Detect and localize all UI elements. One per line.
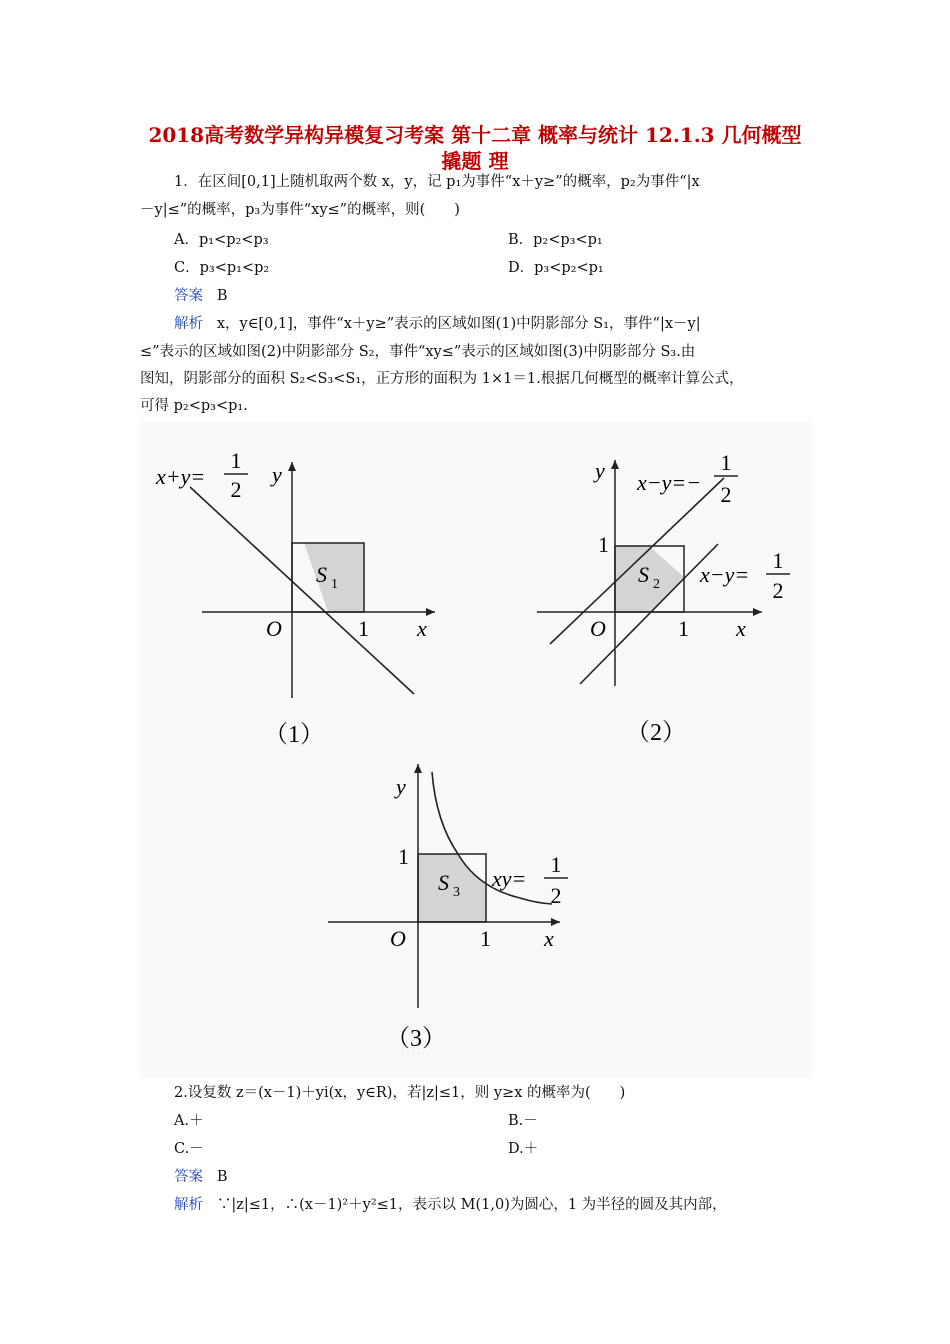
figure-2: [537, 450, 790, 746]
x-axis-label: x: [544, 926, 554, 951]
equation-label: x+y=: [156, 464, 206, 489]
lower-fraction-denominator: 2: [772, 578, 784, 603]
q2-option-d: D.＋: [508, 1141, 539, 1157]
y-axis-label: y: [272, 462, 282, 487]
q1-analysis-line3: 图知，阴影部分的面积 S₂<S₃<S₁，正方形的面积为 1×1＝1.根据几何概型的概率计算公式，: [140, 371, 744, 387]
q1-answer: [174, 286, 227, 306]
region-label: S: [638, 562, 649, 587]
origin-label: O: [590, 616, 606, 641]
lower-equation-label: x−y=: [700, 562, 750, 587]
analysis-text: x，y∈[0,1]，事件“x＋y≥”表示的区域如图(1)中阴影部分 S₁，事件“|x－y|: [216, 316, 701, 332]
analysis-label: 解析: [174, 316, 203, 332]
q1-analysis-line2: ≤”表示的区域如图(2)中阴影部分 S₂，事件“xy≤”表示的区域如图(3)中阴影部分 S₃.由: [140, 344, 696, 360]
q1-option-a: A．p₁<p₂<p₃: [174, 232, 269, 248]
upper-fraction-denominator: 2: [720, 482, 732, 507]
region-label: S: [316, 562, 327, 587]
line-x-plus-y: [190, 487, 414, 694]
page-title: 2018高考数学异构异模复习考案 第十二章 概率与统计 12.1.3 几何概型撬题 理: [148, 123, 802, 173]
q2-option-b: B.－: [508, 1113, 538, 1129]
fraction-denominator: 2: [230, 477, 242, 502]
x-axis-label: x: [417, 616, 427, 641]
q1-analysis-line4: 可得 p₂<p₃<p₁.: [140, 398, 248, 414]
answer-value: B: [216, 288, 228, 304]
answer-label: 答案: [174, 288, 203, 304]
q2-stem-line1: 2.设复数 z＝(x－1)＋yi(x，y∈R)，若|z|≤1，则 y≥x 的概率为( ): [174, 1085, 626, 1101]
q2-analysis-line1: [174, 1195, 727, 1215]
x-tick-one: 1: [678, 616, 689, 641]
q1-option-d: D．p₃<p₂<p₁: [508, 260, 604, 276]
upper-fraction-numerator: 1: [720, 450, 732, 475]
q2-option-c: C.－: [174, 1141, 204, 1157]
q1-stem-line2: －y|≤”的概率，p₃为事件“xy≤”的概率，则( ): [140, 202, 460, 218]
q2-option-a: A.＋: [174, 1113, 204, 1129]
figure-panel: [140, 422, 812, 1078]
analysis-text: ∵|z|≤1，∴(x－1)²＋y²≤1，表示以 M(1,0)为圆心，1 为半径的圆及其内部，: [216, 1197, 727, 1213]
answer-value: B: [216, 1169, 228, 1185]
q1-stem-line1: 1．在区间[0,1]上随机取两个数 x，y，记 p₁为事件“x＋y≥”的概率，p₂为事件“|x: [174, 174, 700, 190]
y-axis-label: y: [595, 458, 605, 483]
y-axis-label: y: [396, 774, 406, 799]
origin-label: O: [390, 926, 406, 951]
x-tick-one: 1: [480, 926, 491, 951]
figure-1: [155, 448, 435, 748]
fraction-numerator: 1: [230, 448, 242, 473]
caption-3: （3）: [386, 1026, 446, 1052]
answer-label: 答案: [174, 1169, 203, 1185]
y-tick-one: 1: [398, 844, 409, 869]
region-label: S: [438, 870, 449, 895]
lower-fraction-numerator: 1: [772, 548, 784, 573]
fraction-denominator: 2: [550, 883, 562, 908]
region-subscript: 2: [653, 577, 660, 592]
q1-option-b: B．p₂<p₃<p₁: [508, 232, 603, 248]
shaded-region-s2: [615, 546, 684, 612]
caption-1: （1）: [264, 722, 324, 748]
figures-svg: [140, 422, 812, 1078]
figure-3: [328, 764, 568, 1052]
x-axis-label: x: [736, 616, 746, 641]
caption-2: （2）: [626, 720, 686, 746]
region-subscript: 1: [331, 577, 338, 592]
x-tick-one: 1: [358, 616, 369, 641]
equation-label: xy=: [492, 866, 527, 891]
y-tick-one: 1: [598, 532, 609, 557]
analysis-label: 解析: [174, 1197, 203, 1213]
q1-analysis-line1: [174, 314, 701, 334]
fraction-numerator: 1: [550, 852, 562, 877]
origin-label: O: [266, 616, 282, 641]
upper-equation-label: x−y=−: [637, 470, 702, 495]
line-upper: [550, 478, 724, 644]
q2-answer: [174, 1167, 227, 1187]
q1-option-c: C．p₃<p₁<p₂: [174, 260, 270, 276]
shaded-region-s3: [418, 854, 486, 922]
region-subscript: 3: [453, 885, 460, 900]
